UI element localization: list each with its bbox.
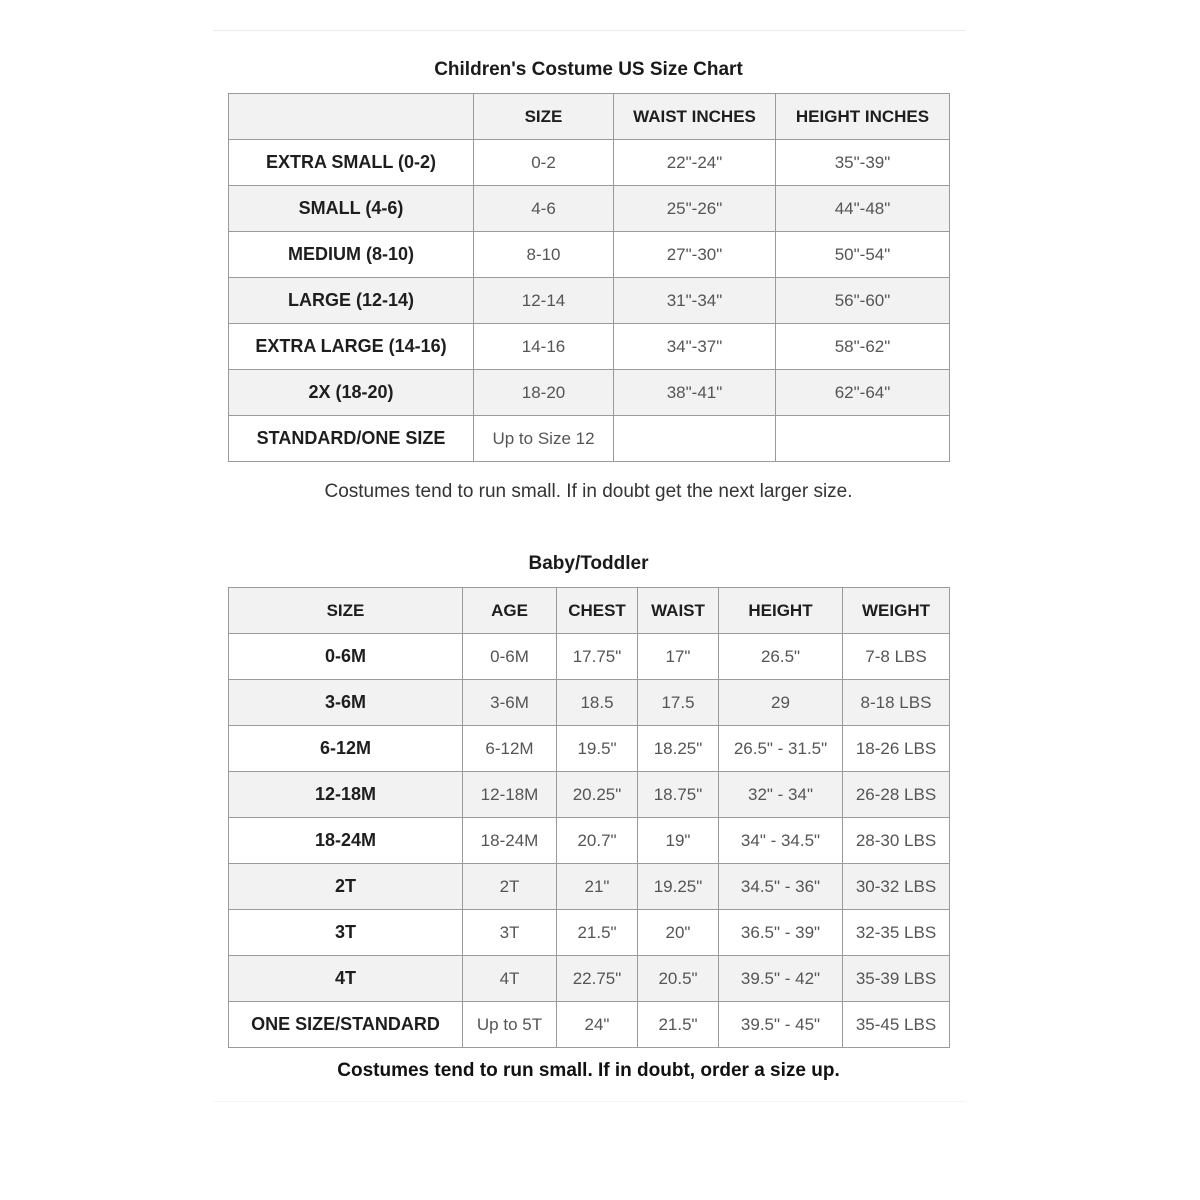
weight-cell: 26-28 LBS [843, 772, 950, 818]
row-label: ONE SIZE/STANDARD [229, 1002, 463, 1048]
age-cell: 2T [463, 864, 557, 910]
height-cell: 62"-64" [776, 370, 950, 416]
chest-cell: 19.5" [557, 726, 638, 772]
children-chart-note: Costumes tend to run small. If in doubt get the next larger size. [324, 481, 853, 502]
column-header: WAIST [638, 588, 719, 634]
column-header: CHEST [557, 588, 638, 634]
row-label: EXTRA LARGE (14-16) [229, 324, 474, 370]
weight-cell: 7-8 LBS [843, 634, 950, 680]
chest-cell: 21" [557, 864, 638, 910]
size-cell: 8-10 [474, 232, 614, 278]
row-label: 0-6M [229, 634, 463, 680]
age-cell: 4T [463, 956, 557, 1002]
table-row [229, 140, 950, 186]
size-cell: 14-16 [474, 324, 614, 370]
chest-cell: 17.75" [557, 634, 638, 680]
table-row [229, 186, 950, 232]
column-header: SIZE [474, 94, 614, 140]
row-label: 6-12M [229, 726, 463, 772]
row-label: 3T [229, 910, 463, 956]
row-label: 12-18M [229, 772, 463, 818]
table-row [229, 416, 950, 462]
chest-cell: 20.25" [557, 772, 638, 818]
table-row [229, 324, 950, 370]
weight-cell: 35-45 LBS [843, 1002, 950, 1048]
bottom-divider [213, 1101, 966, 1102]
height-cell: 34.5" - 36" [719, 864, 843, 910]
waist-cell: 18.75" [638, 772, 719, 818]
height-cell: 39.5" - 42" [719, 956, 843, 1002]
waist-cell: 34"-37" [614, 324, 776, 370]
waist-cell: 19" [638, 818, 719, 864]
weight-cell: 30-32 LBS [843, 864, 950, 910]
size-cell: Up to Size 12 [474, 416, 614, 462]
chest-cell: 18.5 [557, 680, 638, 726]
height-cell: 32" - 34" [719, 772, 843, 818]
height-cell: 26.5" - 31.5" [719, 726, 843, 772]
height-cell: 26.5" [719, 634, 843, 680]
waist-cell: 38"-41" [614, 370, 776, 416]
age-cell: Up to 5T [463, 1002, 557, 1048]
column-header: SIZE [229, 588, 463, 634]
table-row [229, 1002, 950, 1048]
chest-cell: 20.7" [557, 818, 638, 864]
row-label: SMALL (4-6) [229, 186, 474, 232]
baby-size-table [228, 587, 950, 1048]
waist-cell: 25"-26" [614, 186, 776, 232]
row-label: 3-6M [229, 680, 463, 726]
row-label: 4T [229, 956, 463, 1002]
table-row [229, 680, 950, 726]
size-cell: 12-14 [474, 278, 614, 324]
row-label: LARGE (12-14) [229, 278, 474, 324]
waist-cell: 27"-30" [614, 232, 776, 278]
column-header: WAIST INCHES [614, 94, 776, 140]
waist-cell: 31"-34" [614, 278, 776, 324]
age-cell: 18-24M [463, 818, 557, 864]
column-header: HEIGHT INCHES [776, 94, 950, 140]
weight-cell: 8-18 LBS [843, 680, 950, 726]
table-row [229, 956, 950, 1002]
top-divider [213, 30, 966, 31]
table-row [229, 370, 950, 416]
waist-cell: 22"-24" [614, 140, 776, 186]
table-row [229, 818, 950, 864]
row-label: MEDIUM (8-10) [229, 232, 474, 278]
size-cell: 0-2 [474, 140, 614, 186]
row-label: 2X (18-20) [229, 370, 474, 416]
row-label: 18-24M [229, 818, 463, 864]
waist-cell: 20" [638, 910, 719, 956]
table-row [229, 910, 950, 956]
baby-header-row [229, 588, 950, 634]
waist-cell: 17" [638, 634, 719, 680]
height-cell: 29 [719, 680, 843, 726]
table-row [229, 864, 950, 910]
height-cell: 39.5" - 45" [719, 1002, 843, 1048]
height-cell: 34" - 34.5" [719, 818, 843, 864]
table-row [229, 772, 950, 818]
age-cell: 0-6M [463, 634, 557, 680]
children-size-table [228, 93, 950, 462]
height-cell: 36.5" - 39" [719, 910, 843, 956]
waist-cell: 17.5 [638, 680, 719, 726]
height-cell: 44"-48" [776, 186, 950, 232]
row-label: EXTRA SMALL (0-2) [229, 140, 474, 186]
height-cell: 56"-60" [776, 278, 950, 324]
children-header-row [229, 94, 950, 140]
column-header [229, 94, 474, 140]
weight-cell: 35-39 LBS [843, 956, 950, 1002]
row-label: 2T [229, 864, 463, 910]
table-row [229, 232, 950, 278]
weight-cell: 28-30 LBS [843, 818, 950, 864]
column-header: AGE [463, 588, 557, 634]
age-cell: 3-6M [463, 680, 557, 726]
baby-chart-note: Costumes tend to run small. If in doubt, order a size up. [337, 1060, 840, 1081]
waist-cell: 21.5" [638, 1002, 719, 1048]
baby-chart-title: Baby/Toddler [528, 553, 649, 574]
height-cell [776, 416, 950, 462]
table-row [229, 634, 950, 680]
age-cell: 6-12M [463, 726, 557, 772]
height-cell: 35"-39" [776, 140, 950, 186]
waist-cell: 20.5" [638, 956, 719, 1002]
age-cell: 12-18M [463, 772, 557, 818]
column-header: WEIGHT [843, 588, 950, 634]
table-row [229, 278, 950, 324]
chest-cell: 22.75" [557, 956, 638, 1002]
waist-cell [614, 416, 776, 462]
weight-cell: 18-26 LBS [843, 726, 950, 772]
weight-cell: 32-35 LBS [843, 910, 950, 956]
height-cell: 58"-62" [776, 324, 950, 370]
size-cell: 4-6 [474, 186, 614, 232]
size-cell: 18-20 [474, 370, 614, 416]
height-cell: 50"-54" [776, 232, 950, 278]
column-header: HEIGHT [719, 588, 843, 634]
children-chart-title: Children's Costume US Size Chart [434, 59, 743, 80]
table-row [229, 726, 950, 772]
chest-cell: 24" [557, 1002, 638, 1048]
waist-cell: 19.25" [638, 864, 719, 910]
chest-cell: 21.5" [557, 910, 638, 956]
age-cell: 3T [463, 910, 557, 956]
waist-cell: 18.25" [638, 726, 719, 772]
row-label: STANDARD/ONE SIZE [229, 416, 474, 462]
